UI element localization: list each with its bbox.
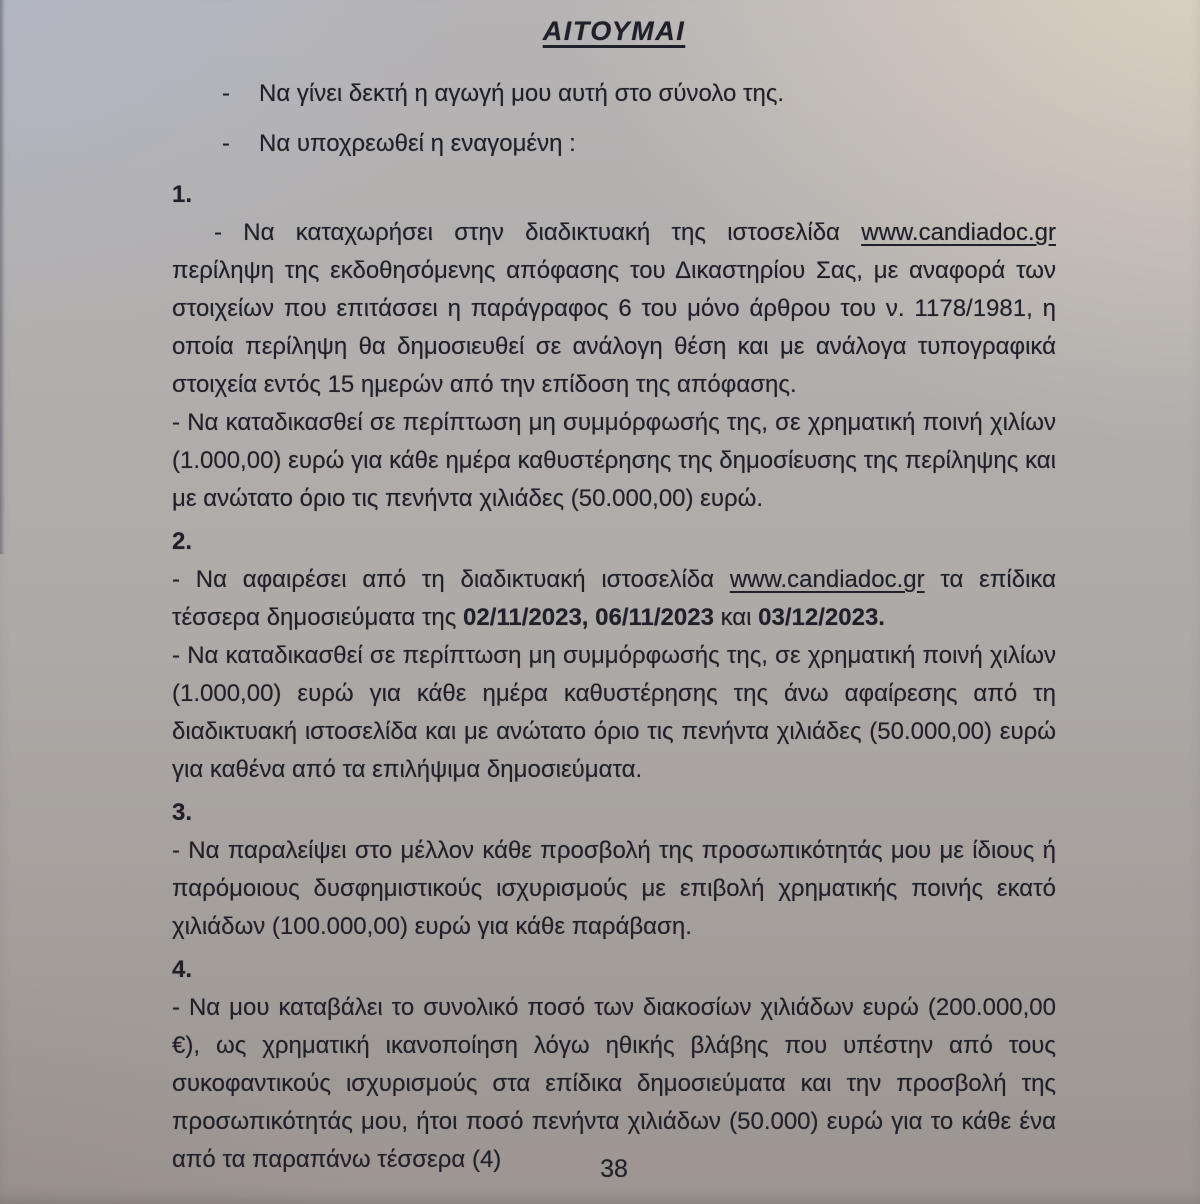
- bullet-text: Να γίνει δεκτή η αγωγή μου αυτή στο σύνολο της.: [259, 80, 785, 107]
- website-url-text: www.candiadoc.gr: [861, 219, 1056, 246]
- text-segment: περίληψη της εκδοθησόμενης απόφασης του Δικαστηρίου Σας, με αναφορά των στοιχείων που επιτάσσει η παράγραφος 6 του μόνο άρθρου του ν. 1178/1981, η οποία περίληψη θα δημοσιευθεί σε ανάλογη θέση και με ανάλογα τυπογραφικά στοιχεία εντός 15 ημερών από την επίδοση της απόφασης.: [172, 257, 1056, 398]
- text-segment: - Να καταχωρήσει στην διαδικτυακή της ιστοσελίδα: [214, 219, 862, 246]
- section-number: 1.: [172, 181, 193, 208]
- text-segment: και: [713, 604, 759, 631]
- text-segment: 03/12/2023.: [758, 604, 885, 631]
- section: [172, 176, 1056, 518]
- paragraph: [172, 989, 1056, 1179]
- bullet-item: [172, 126, 1056, 162]
- sections-container: [172, 176, 1056, 1179]
- paragraph: [172, 637, 1056, 789]
- text-segment: - Να παραλείψει στο μέλλον κάθε προσβολή της προσωπικότητάς μου με ίδιους ή παρόμοιους δυσφημιστικούς ισχυρισμούς με επιβολή χρηματικής ποινής εκατό χιλιάδων (100.000,00) ευρώ για κάθε παράβαση.: [172, 837, 1056, 940]
- bullet-text: Να υποχρεωθεί η εναγομένη :: [259, 130, 576, 157]
- section: [172, 523, 1056, 789]
- paragraph: [172, 214, 1056, 404]
- section-number: 4.: [172, 956, 193, 983]
- bullet-marker: -: [222, 130, 230, 157]
- text-segment: - Να καταδικασθεί σε περίπτωση μη συμμόρφωσής της, σε χρηματική ποινή χιλίων (1.000,00) ευρώ για κάθε ημέρα καθυστέρησης της δημοσίευσης της περίληψης και με ανώτατο όριο τις πενήντα χιλιάδες (50.000,00) ευρώ.: [172, 409, 1056, 512]
- bullet-marker: -: [222, 80, 230, 107]
- website-url-text: www.candiadoc.gr: [729, 566, 925, 593]
- paragraph: [172, 832, 1056, 946]
- text-segment: - Να μου καταβάλει το συνολικό ποσό των διακοσίων χιλιάδων ευρώ (200.000,00 €), ως χρηματική ικανοποίηση λόγω ηθικής βλάβης που υπέστην από τους συκοφαντικούς ισχυρισμούς στα επίδικα δημοσιεύματα και την προσβολή της προσωπικότητάς μου, ήτοι ποσό πενήντα χιλιάδων (50.000) ευρώ για το κάθε ένα από τα παραπάνω τέσσερα (4): [172, 994, 1056, 1173]
- text-segment: - Να καταδικασθεί σε περίπτωση μη συμμόρφωσής της, σε χρηματική ποινή χιλίων (1.000,00) ευρώ για κάθε ημέρα καθυστέρησης της άνω αφαίρεσης από τη διαδικτυακή ιστοσελίδα και με ανώτατο όριο τις πενήντα χιλιάδες (50.000,00) ευρώ για καθένα από τα επιλήψιμα δημοσιεύματα.: [172, 642, 1056, 783]
- section: [172, 794, 1056, 946]
- document-title: [172, 14, 1056, 48]
- paragraph: [172, 561, 1056, 637]
- section: [172, 951, 1056, 1179]
- text-segment: - Να αφαιρέσει από τη διαδικτυακή ιστοσελίδα: [172, 566, 730, 593]
- text-segment: 02/11/2023, 06/11/2023: [463, 604, 714, 631]
- page-number: 38: [600, 1155, 628, 1183]
- section-number: 2.: [172, 528, 193, 555]
- text-segment: τα επίδικα τέσσερα δημοσιεύματα της: [172, 566, 1057, 631]
- paragraph: [172, 404, 1056, 518]
- bullet-item: [172, 76, 1056, 112]
- bullet-list: [172, 76, 1056, 162]
- section-number: 3.: [172, 799, 193, 826]
- document-title-text: ΑΙΤΟΥΜΑΙ: [542, 16, 686, 46]
